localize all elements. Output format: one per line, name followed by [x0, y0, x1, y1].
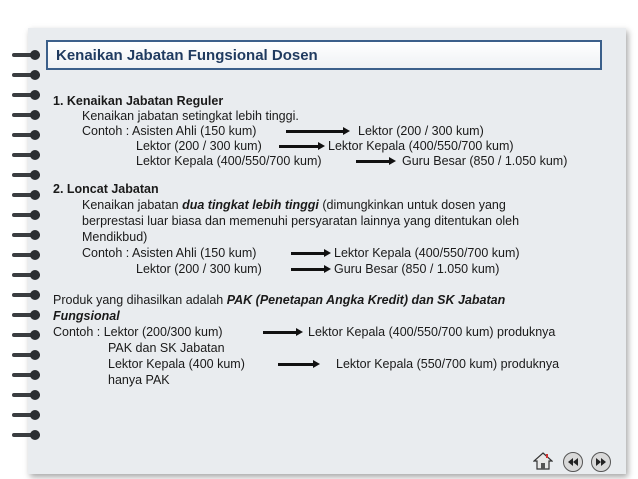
previous-slide-button[interactable]: [563, 452, 583, 472]
section1-first-to: Lektor (200 / 300 kum): [358, 124, 484, 138]
arrow-icon: [278, 363, 314, 366]
section2-desc-line2: berprestasi luar biasa dan memenuhi persyaratan lainnya yang ditentukan oleh: [82, 214, 520, 228]
arrow-icon: [291, 252, 325, 255]
section1-row1-from: Lektor (200 / 300 kum): [136, 139, 262, 153]
ring-icon: [12, 250, 42, 260]
section2-first-to: Lektor Kepala (400/550/700 kum): [334, 246, 520, 260]
section2-desc-em: dua tingkat lebih tinggi: [182, 198, 319, 212]
spiral-binding: [12, 50, 46, 450]
section2-example-prefix: Contoh : Asisten Ahli (150 kum): [82, 246, 257, 260]
ring-icon: [12, 210, 42, 220]
produk-intro-a: Produk yang dihasilkan adalah: [53, 293, 227, 307]
section1-row1-to: Lektor Kepala (400/550/700 kum): [328, 139, 514, 153]
home-icon: [533, 451, 553, 471]
section1-row2-from: Lektor Kepala (400/550/700 kum): [136, 154, 322, 168]
rewind-icon: [564, 453, 582, 471]
ring-icon: [12, 290, 42, 300]
section2-heading: 2. Loncat Jabatan: [53, 182, 159, 196]
ring-icon: [12, 390, 42, 400]
ring-icon: [12, 430, 42, 440]
ring-icon: [12, 150, 42, 160]
produk-ex1-prefix: Contoh : Lektor (200/300 kum): [53, 325, 223, 339]
arrow-icon: [291, 268, 325, 271]
ring-icon: [12, 350, 42, 360]
section1-desc: Kenaikan jabatan setingkat lebih tinggi.: [82, 109, 299, 123]
arrow-icon: [279, 145, 319, 148]
ring-icon: [12, 190, 42, 200]
produk-ex2-from: Lektor Kepala (400 kum): [108, 357, 245, 371]
section2-second-to: Guru Besar (850 / 1.050 kum): [334, 262, 500, 276]
ring-icon: [12, 170, 42, 180]
section1-row2-to: Guru Besar (850 / 1.050 kum): [402, 154, 568, 168]
produk-ex2-cont: hanya PAK: [108, 373, 170, 387]
section2-desc-line1: [82, 198, 592, 214]
ring-icon: [12, 130, 42, 140]
home-button[interactable]: [533, 451, 553, 471]
fast-forward-icon: [592, 453, 610, 471]
title-bar: [46, 40, 602, 70]
produk-ex1-to: Lektor Kepala (400/550/700 kum) produknya: [308, 325, 556, 339]
next-slide-button[interactable]: [591, 452, 611, 472]
ring-icon: [12, 370, 42, 380]
produk-ex1-cont: PAK dan SK Jabatan: [108, 341, 225, 355]
ring-icon: [12, 410, 42, 420]
ring-icon: [12, 230, 42, 240]
arrow-icon: [356, 160, 390, 163]
produk-intro-em: PAK (Penetapan Angka Kredit) dan SK Jabatan: [226, 293, 506, 307]
arrow-icon: [286, 130, 344, 133]
ring-icon: [12, 110, 42, 120]
section2-desc-a: Kenaikan jabatan: [82, 198, 183, 212]
section1-heading: 1. Kenaikan Jabatan Reguler: [53, 94, 224, 108]
produk-intro-line1: [53, 293, 505, 309]
section1-example-prefix: Contoh : Asisten Ahli (150 kum): [82, 124, 257, 138]
ring-icon: [12, 50, 42, 60]
slide-title: Kenaikan Jabatan Fungsional Dosen: [56, 47, 318, 64]
ring-icon: [12, 330, 42, 340]
produk-ex2-to: Lektor Kepala (550/700 kum) produknya: [336, 357, 560, 371]
produk-intro-em2: Fungsional: [53, 309, 120, 323]
section2-desc-line3: Mendikbud): [82, 230, 148, 244]
ring-icon: [12, 70, 42, 80]
ring-icon: [12, 90, 42, 100]
section2-desc-b: (dimungkinkan untuk dosen yang: [318, 198, 506, 212]
section2-second-from: Lektor (200 / 300 kum): [136, 262, 262, 276]
ring-icon: [12, 270, 42, 280]
arrow-icon: [263, 331, 297, 334]
ring-icon: [12, 310, 42, 320]
